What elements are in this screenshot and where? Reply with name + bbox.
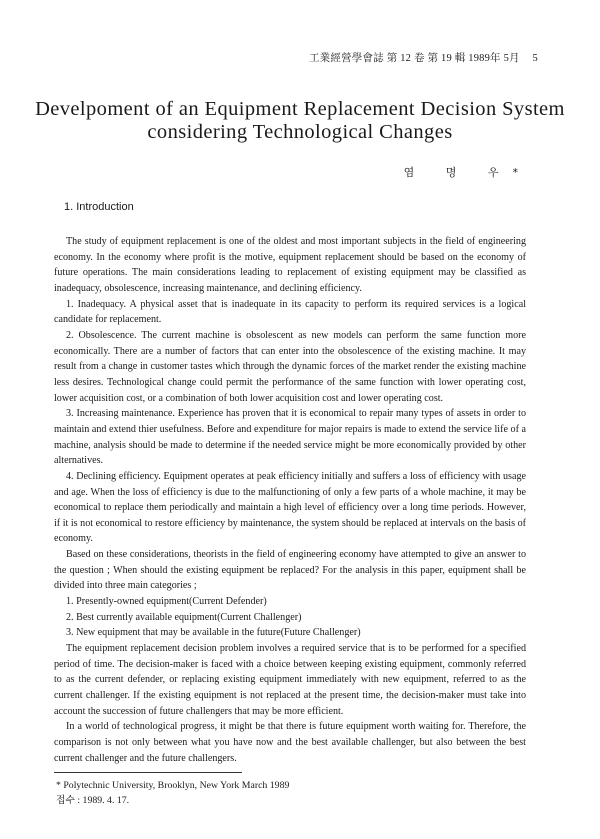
- paragraph: 3. Increasing maintenance. Experience has proven that it is economical to repair many types of assets in order to maintain and extend thier usefulness. Before and expenditure for major repairs is made to extend the service life of a machine, analysis should be made to determine if the needed service might be more economically provided by other alternatives.: [54, 408, 526, 467]
- paragraph: 4. Declining efficiency. Equipment operates at peak efficiency initially and suffers a loss of efficiency with usage and age. When the loss of efficiency is due to the malfunctioning of only a few parts of a whole machine, it may be economical to replace them periodically and maintain a high level of efficiency over a long time periods. However, if it is not economical to restore efficiency by maintenance, the system should be replaced at intervals on the basis of economy.: [54, 470, 526, 545]
- paragraph: The equipment replacement decision problem involves a required service that is to be performed for a specified period of time. The decision-maker is faced with a choice between keeping existing equipment, commonly referred to as the current defender, or replacing existing equipment immediately with new equipment, referred to as the current challenger. If the existing equipment is not replaced at the present time, the decision-maker must take into account the succession of future challengers that may be more efficient.: [54, 643, 526, 717]
- list-item: 3. New equipment that may be available in the future(Future Challenger): [66, 627, 361, 639]
- paper-title: [0, 98, 600, 144]
- section-heading: 1. Introduction: [64, 201, 134, 213]
- paragraph: 2. Obsolescence. The current machine is obsolescent as new models can perform the same function more economically. There are a number of factors that can enter into the obsolescence of the existing machine. It may result from a change in customer tastes which through the dynamic forces of the market render the existing machine less desires. Technological change could permit the performance of the same function with lower operating cost, lower acquisition cost, or a combination of both lower acquisition cost and lower operating cost.: [54, 329, 526, 404]
- paragraph: Based on these considerations, theorists in the field of engineering economy have attempted to give an answer to the question ; When should the existing equipment be replaced? For the analysis in this paper, equipment shall be divided into three main categories ;: [54, 549, 526, 592]
- paragraph: The study of equipment replacement is one of the oldest and most important subjects in the field of engineering economy. In the economy where profit is the motive, equipment replacement should be based on the economy of future operations. The main considerations leading to replacement of existing equipment may be classified as inadequacy, obsolescence, increasing maintenance, and declining efficiency.: [54, 236, 526, 294]
- footnote: [56, 778, 289, 808]
- journal-citation: 工業經營學會誌 第 12 卷 第 19 輯 1989年 5月: [308, 53, 520, 64]
- author-name: 염 명 우*: [403, 166, 532, 179]
- footnote-affiliation: * Polytechnic University, Brooklyn, New York March 1989: [56, 780, 290, 791]
- list-item: 1. Presently-owned equipment(Current Defender): [66, 596, 267, 608]
- body-text: [54, 234, 526, 766]
- page-number: 5: [532, 53, 538, 64]
- paragraph: In a world of technological progress, it might be that there is future equipment worth waiting for. Therefore, the comparison is not only between what you have now and the best available challenger, but also between the best current challenger and the future challengers.: [54, 721, 526, 764]
- title-line-2: considering Technological Changes: [147, 121, 453, 143]
- title-line-1: Develpoment of an Equipment Replacement Decision System: [35, 98, 565, 120]
- list-item: 2. Best currently available equipment(Current Challenger): [66, 611, 302, 623]
- paragraph: 1. Inadequacy. A physical asset that is inadequate in its capacity to perform its required services is a logical candidate for replacement.: [54, 298, 526, 326]
- footnote-rule: [54, 772, 242, 773]
- running-header: [309, 50, 538, 65]
- footnote-received-date: 접수 : 1989. 4. 17.: [56, 795, 130, 806]
